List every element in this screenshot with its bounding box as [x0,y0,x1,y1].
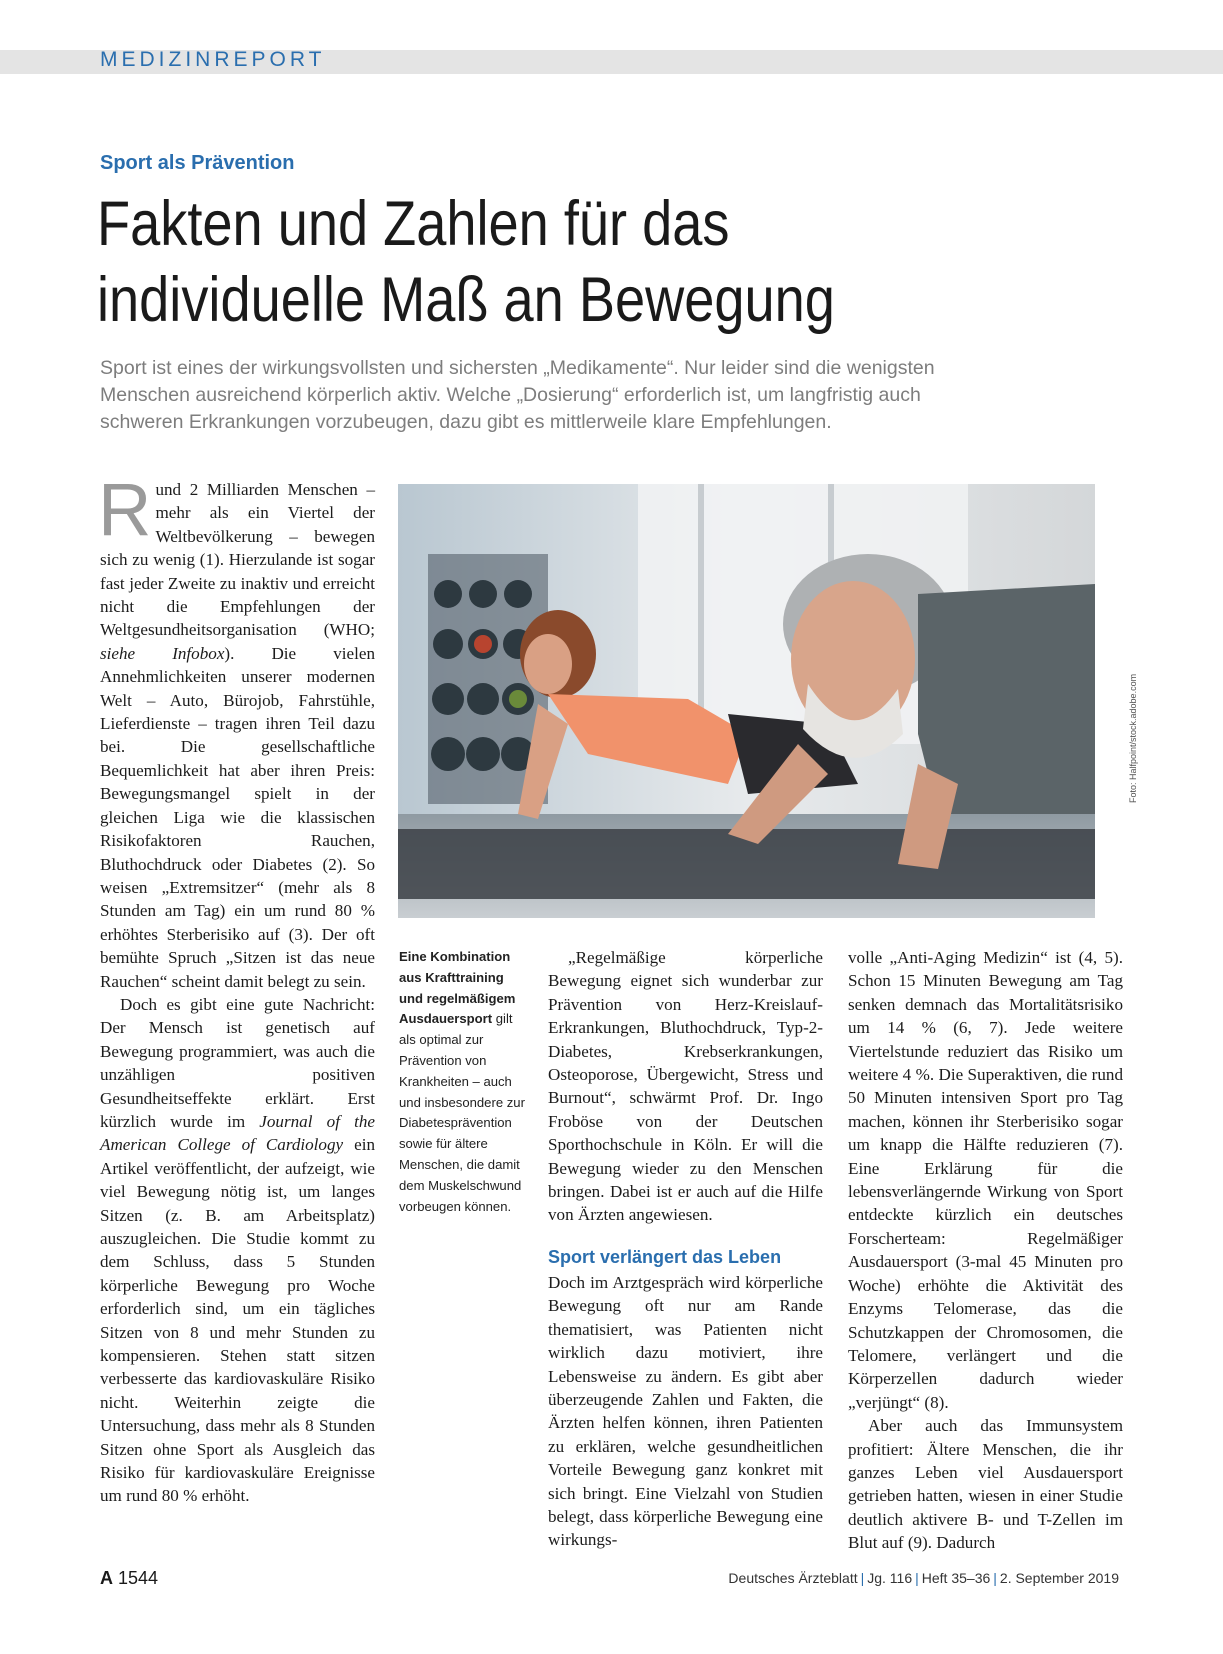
article-lead [100,355,1140,436]
page-number [100,1568,158,1589]
lead-line-2: Menschen ausreichend körperlich aktiv. Welche „Dosierung“ erforderlich ist, um langfristig auch [100,384,921,406]
caption-text: gilt als optimal zur Prävention von Krankheiten – auch und insbesondere zur Diabetesprävention sowie für ältere Menschen, die damit dem Muskelschwund vorbeugen können. [399,1011,525,1214]
text-run: ). Die vielen Annehmlichkeiten unserer modernen Welt – Auto, Bürojob, Fahrstühle, Lieferdienste – tragen ihren Teil dazu bei. Die gesellschaftliche Bequemlichkeit hat aber ihren Preis: Bewegungsmangel spielt in der gleichen Liga wie die klassischen Risikofaktoren Rauchen, Bluthochdruck oder Diabetes (2). So weisen „Extremsitzer“ (mehr als 8 Stunden am Tag) ein um rund 80 % erhöhtes Sterberisiko auf (3). Der oft bemühte Spruch „Sitzen ist das neue Rauchen“ scheint damit belegt zu sein. [100,643,375,991]
body-column-4 [848,946,1123,1555]
body-column-1 [98,468,375,1508]
paragraph [100,993,375,1508]
paragraph [98,468,375,993]
paragraph: Doch im Arztgespräch wird körperliche Bewegung oft nur am Rande thematisiert, was Patienten nicht wirklich dazu motiviert, ihre Lebensweise zu ändern. Es gibt aber überzeugende Zahlen und Fakten, die Ärzten helfen können, ihren Patienten zu erklären, welche gesundheitlichen Vorteile Bewegung ganz konkret mit sich bringt. Eine Vielzahl von Studien belegt, dass körperliche Bewegung eine wirkungs- [548,1272,823,1550]
paragraph: volle „Anti-Aging Medizin“ ist (4, 5). Schon 15 Minuten Bewegung am Tag senken demnach das Mortalitätsrisiko um 14 % (6, 7). Jede weitere Viertelstunde reduziert das Risiko um weitere 4 %. Die Superaktiven, die rund 50 Minuten intensiven Sport pro Tag machen, können ihr Sterberisiko sogar um knapp die Hälfte reduzieren (7). Eine Erklärung für die lebensverlängernde Wirkung von Sport entdeckte kürzlich ein deutsches Forscherteam: Regelmäßiger Ausdauersport (3-mal 45 Minuten pro Woche) erhöhte die Aktivität des Enzyms Telomerase, das die Schutzkappen der Chromosomen, die Telomere, verlängert und die Körperzellen dadurch wieder „verjüngt“ (8). [848,948,1123,1412]
headline-line-1: Fakten und Zahlen für das [97,189,730,259]
drop-cap: R [98,468,152,551]
article-kicker: Sport als Prävention [100,152,295,174]
photo-caption [399,947,529,1217]
text-run: und 2 Milliarden Menschen – mehr als ein Viertel der Weltbevölkerung – bewegen sich zu wenig (1). Hierzulande ist sogar fast jeder Zweite zu inaktiv und erreicht nicht die Empfehlungen der Weltgesundheitsorganisation (WHO; [100,480,375,640]
page-number-value: 1544 [118,1568,159,1588]
journal-title: Journal of the American College of Cardiology [100,1111,375,1155]
footer-publication [728,1570,1119,1586]
body-column-3 [548,946,823,1552]
lead-line-3: schweren Erkrankungen vorzubeugen, dazu gibt es mittlerweile klare Empfehlungen. [100,411,832,433]
volume: Jg. 116 [867,1570,913,1586]
separator: | [860,1570,865,1586]
photo-credit: Foto: Halfpoint/stock.adobe.com [1128,673,1138,803]
caption-bold: Eine Kombination aus Krafttraining und regelmäßigem Ausdauersport [399,949,516,1027]
photo-illustration [398,484,1095,918]
article-headline [97,186,1000,338]
paragraph: „Regelmäßige körperliche Bewegung eignet sich wunderbar zur Prävention von Herz-Kreislauf-Erkrankungen, Bluthochdruck, Typ-2-Diabetes, Krebserkrankungen, Osteoporose, Übergewicht, Stress und Burnout“, schwärmt Prof. Dr. Ingo Froböse von der Deutschen Sporthochschule in Köln. Er will die Bewegung wieder zu den Menschen bringen. Dabei ist er auch auf die Hilfe von Ärzten angewiesen. [548,948,823,1225]
text-run: ein Artikel veröffentlicht, der aufzeigt, wie viel Bewegung nötig ist, um langes Sitzen (z. B. am Arbeitsplatz) auszugleichen. Die Studie kommt zu dem Schluss, dass 5 Stunden körperliche Bewegung pro Woche erforderlich sind, um ein tägliches Sitzen von 8 und mehr Stunden zu kompensieren. Stehen statt sitzen verbesserte das kardiovaskuläre Risiko nicht. Weiterhin zeigte die Untersuchung, dass mehr als 8 Stunden Sitzen ohne Sport als Ausgleich das Risiko für kardiovaskuläre Ereignisse um rund 80 % erhöht. [100,1135,375,1506]
journal-name: Deutsches Ärzteblatt [728,1570,858,1586]
headline-line-2: individuelle Maß an Bewegung [97,265,835,335]
infobox-reference: siehe Infobox [100,643,225,663]
paragraph: Aber auch das Immunsystem profitiert: Ältere Menschen, die ihr ganzes Leben viel Ausdauersport getrieben hatten, wiesen in einer Studie deutlich aktivere B- und T-Zellen im Blut auf (9). Dadurch [848,1416,1123,1553]
section-subhead: Sport verlängert das Leben [548,1246,782,1267]
issue-date: 2. September 2019 [999,1570,1119,1586]
lead-line-1: Sport ist eines der wirkungsvollsten und sichersten „Medikamente“. Nur leider sind die wenigsten [100,357,935,379]
section-label: MEDIZINREPORT [100,48,326,71]
article-photo [398,484,1095,918]
issue: Heft 35–36 [921,1570,991,1586]
separator: | [915,1570,919,1586]
text-run: Doch es gibt eine gute Nachricht: Der Mensch ist genetisch auf Bewegung programmiert, was auch die unzähligen positiven Gesundheitseffekte erklärt. Erst kürzlich wurde im [100,994,375,1131]
separator: | [993,1570,997,1586]
page-prefix: A [100,1568,113,1588]
